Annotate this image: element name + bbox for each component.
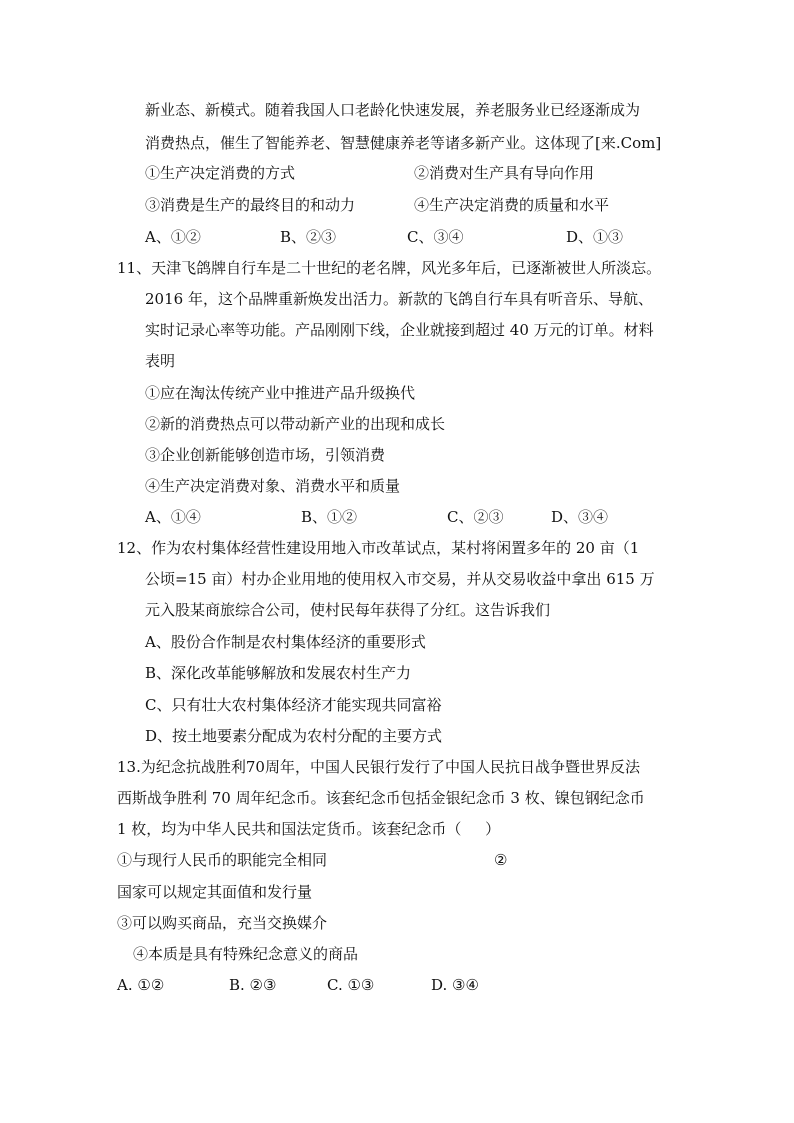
q10-choice-b: B、②③: [280, 228, 337, 246]
q11-stem-line-3: 实时记录心率等功能。产品刚刚下线，企业就接到超过 40 万元的订单。材料: [145, 321, 654, 339]
q12-choice-d: D、按土地要素分配成为农村分配的主要方式: [145, 727, 443, 745]
q10-choice-d: D、①③: [566, 228, 624, 246]
q10-stem-line-2: 消费热点，催生了智能养老、智慧健康养老等诸多新产业。这体现了[来.Com]: [145, 134, 662, 152]
q10-item-1: ①生产决定消费的方式: [145, 164, 296, 182]
q13-choice-b: B. ②③: [229, 976, 277, 994]
q12-choice-a: A、股份合作制是农村集体经济的重要形式: [145, 633, 426, 651]
q13-choice-a: A. ①②: [117, 976, 165, 994]
q12-stem-line-3: 元入股某商旅综合公司，使村民每年获得了分红。这告诉我们: [145, 601, 551, 619]
q11-item-2: ②新的消费热点可以带动新产业的出现和成长: [145, 415, 446, 433]
q13-choice-c: C. ①③: [327, 976, 375, 994]
q10-stem-line-1: 新业态、新模式。随着我国人口老龄化快速发展，养老服务业已经逐渐成为: [145, 101, 641, 119]
q10-choice-c: C、③④: [407, 228, 464, 246]
q11-choice-c: C、②③: [447, 508, 504, 526]
q10-item-2: ②消费对生产具有导向作用: [414, 164, 595, 182]
q10-item-3: ③消费是生产的最终目的和动力: [145, 196, 356, 214]
q13-stem-line-2: 西斯战争胜利 70 周年纪念币。该套纪念币包括金银纪念币 3 枚、镍包钢纪念币: [117, 789, 645, 807]
q11-stem-line-4: 表明: [145, 352, 176, 370]
q11-stem-line-2: 2016 年，这个品牌重新焕发出活力。新款的飞鸽自行车具有听音乐、导航、: [145, 290, 653, 308]
q11-item-3: ③企业创新能够创造市场，引领消费: [145, 446, 386, 464]
q13-item-3: ③可以购买商品，充当交换媒介: [117, 914, 328, 932]
q12-choice-b: B、深化改革能够解放和发展农村生产力: [145, 664, 412, 682]
q10-choice-a: A、①②: [145, 228, 201, 246]
q13-choice-d: D. ③④: [431, 976, 479, 994]
q12-stem-line-2: 公顷=15 亩）村办企业用地的使用权入市交易，并从交易收益中拿出 615 万: [145, 570, 655, 588]
q13-stem-line-3: 1 枚，均为中华人民共和国法定货币。该套纪念币（ ）: [117, 820, 501, 838]
q13-stem-line-1: 13.为纪念抗战胜利70周年，中国人民银行发行了中国人民抗日战争暨世界反法: [117, 758, 640, 776]
q11-item-4: ④生产决定消费对象、消费水平和质量: [145, 477, 401, 495]
q11-choice-b: B、①②: [301, 508, 358, 526]
q11-choice-a: A、①④: [145, 508, 201, 526]
q11-choice-d: D、③④: [551, 508, 609, 526]
q13-item-2-mark: ②: [494, 851, 508, 869]
q13-item-4: ④本质是具有特殊纪念意义的商品: [133, 945, 359, 963]
q11-item-1: ①应在淘汰传统产业中推进产品升级换代: [145, 384, 416, 402]
q12-stem-line-1: 12、作为农村集体经营性建设用地入市改革试点，某村将闲置多年的 20 亩（1: [117, 539, 640, 557]
q12-choice-c: C、只有壮大农村集体经济才能实现共同富裕: [145, 696, 442, 714]
q13-item-2-text: 国家可以规定其面值和发行量: [117, 883, 313, 901]
q10-item-4: ④生产决定消费的质量和水平: [414, 196, 610, 214]
q13-item-1: ①与现行人民币的职能完全相同: [117, 851, 328, 869]
q11-stem-line-1: 11、天津飞鸽牌自行车是二十世纪的老名牌，风光多年后，已逐渐被世人所淡忘。: [117, 259, 662, 277]
